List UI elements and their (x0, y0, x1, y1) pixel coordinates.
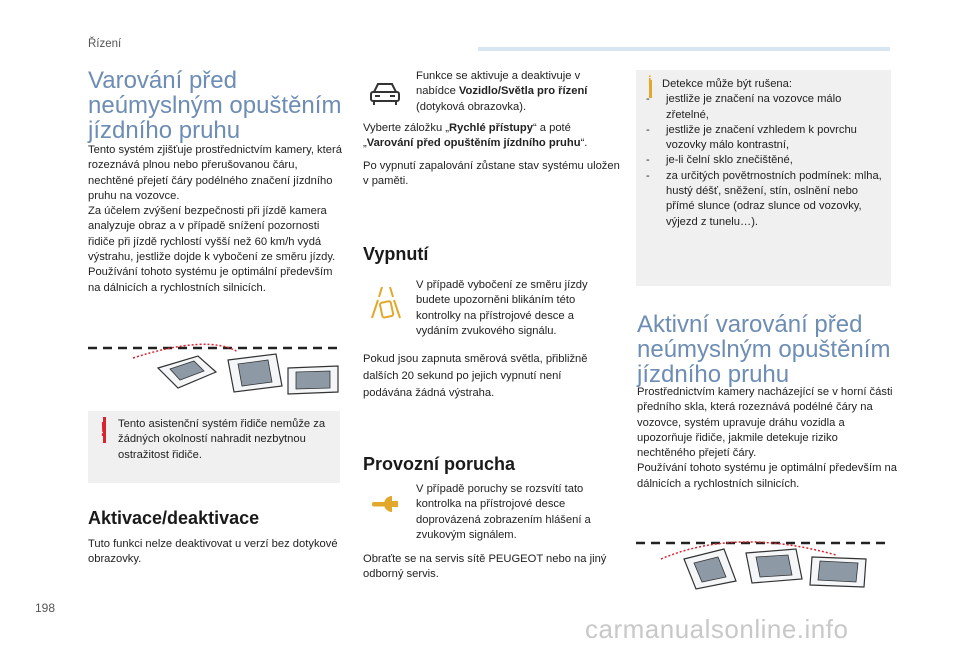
car-drawing-2 (746, 549, 802, 583)
menu-text-part-1: Funkce se aktivuje a deaktivuje v nabídce (416, 70, 581, 98)
car-drawing-3 (810, 557, 866, 587)
section-label: Řízení (88, 38, 122, 50)
activation-title: Aktivace/deaktivace (88, 508, 260, 528)
quick-access-tab: Rychlé přístupy (449, 122, 533, 134)
info-intro: Detekce může být rušena: (662, 78, 792, 90)
info-item: - jestliže je značení na vozovce málo zřetelné, (636, 92, 884, 123)
car-drawing-3 (288, 366, 338, 394)
memory-text: Po vypnutí zapalování zůstane stav systému uložen v paměti. (363, 160, 620, 188)
lane-warning-option: Varování před opuštěním jízdního pruhu (366, 137, 581, 150)
warning-text: Tento asistenční systém řidiče nemůže za žádných okolností nahradit nezbytnou ostražitost řidiče. (118, 418, 326, 461)
service-text: Obraťte se na servis sítě PEUGEOT nebo na jiný odborný servis. (363, 553, 607, 581)
active-lane-title (637, 312, 892, 387)
off-title: Vypnutí (363, 244, 429, 264)
title-line-3: jízdního pruhu (88, 117, 241, 144)
fault-text: V případě poruchy se rozsvítí tato kontrolka na přístrojové desce doprovázená zobrazením hlášení a zvukovým signálem. (416, 483, 591, 541)
title-line-2: neúmyslným opuštěním (88, 92, 342, 119)
indicator-text: Pokud jsou zapnuta směrová světla, přibližně dalších 20 sekund po jejich vypnutí není podávána žádná výstraha. (363, 353, 588, 399)
lane-warning-title (88, 68, 348, 143)
car-drawing-1 (684, 549, 736, 589)
tab-text-part-1: Vyberte záložku „ (363, 122, 450, 134)
info-item: - jestliže je značení vzhledem k povrchu vozovky málo kontrastní, (636, 123, 884, 154)
menu-text (416, 69, 621, 115)
lane-departure-illustration (88, 330, 343, 398)
info-note (636, 70, 891, 286)
info-icon: i (648, 73, 652, 88)
warning-icon: ! (100, 419, 107, 441)
info-content (662, 77, 884, 230)
info-list (636, 92, 884, 230)
info-item: - za určitých povětrnostních podmínek: mlha, hustý déšť, sněžení, stín, oslnění nebo přímé slunce (odraz slunce od vozovky, výjezd z tunelu…). (636, 169, 884, 230)
warning-note (88, 411, 340, 483)
header-rule (478, 47, 890, 51)
active-title-line-2: neúmyslným opuštěním (637, 336, 891, 363)
wrench-icon (368, 492, 404, 516)
page-number: 198 (35, 601, 56, 615)
departure-path (133, 344, 238, 358)
tab-text (363, 121, 621, 152)
active-title-line-3: jízdního pruhu (637, 361, 790, 388)
active-title-line-1: Aktivní varování před (637, 311, 863, 338)
info-item: - je-li čelní sklo znečištěné, (636, 153, 884, 168)
tab-text-part-3: “. (580, 137, 588, 150)
car-drawing-2 (228, 354, 282, 392)
active-lane-text: Prostřednictvím kamery nacházející se v horní části předního skla, která rozeznává podélné čáry na vozovce, systém upravuje dráhu vozidla a upozorňuje řidiče, jakmile detekuje riziko nechtěného přejetí čáry. Používání tohoto systému je optimální především na dálnicích a rychlostních silnicích. (637, 386, 897, 490)
active-lane-illustration (636, 525, 891, 593)
activation-text: Tuto funkci nelze deaktivovat u verzí bez dotykové obrazovky. (88, 538, 338, 566)
car-front-icon (366, 78, 404, 108)
off-text: V případě vybočení ze směru jízdy budete upozorněni blikáním této kontrolky na přístrojové desce a vydáním zvukového signálu. (416, 279, 588, 337)
fault-title: Provozní porucha (363, 454, 516, 474)
car-drawing-1 (158, 356, 216, 388)
menu-text-part-2: (dotyková obrazovka). (416, 100, 527, 113)
title-line-1: Varování před (88, 67, 237, 94)
lane-warning-intro: Tento systém zjišťuje prostřednictvím kamery, která rozeznává plnou nebo přerušovanou čáru, nechtěné přejetí čáry podélného značení jízdního pruhu na vozovce. Za účelem zvýšení bezpečnosti při jízdě kamera analyzuje obraz a v případě snížení pozornosti řidiče při jízdě rychlostí vyšší než 60 km/h vydá výstrahu, jestliže dojde k vybočení ze směru jízdy. Používání tohoto systému je optimální především na dálnicích a rychlostních silnicích. (88, 144, 342, 294)
watermark: carmanualsonline.info (585, 614, 849, 644)
menu-path: Vozidlo/Světla pro řízení (458, 85, 588, 98)
tab-text-part-2: “ a poté „ (363, 122, 571, 150)
lane-departure-icon (366, 282, 406, 320)
